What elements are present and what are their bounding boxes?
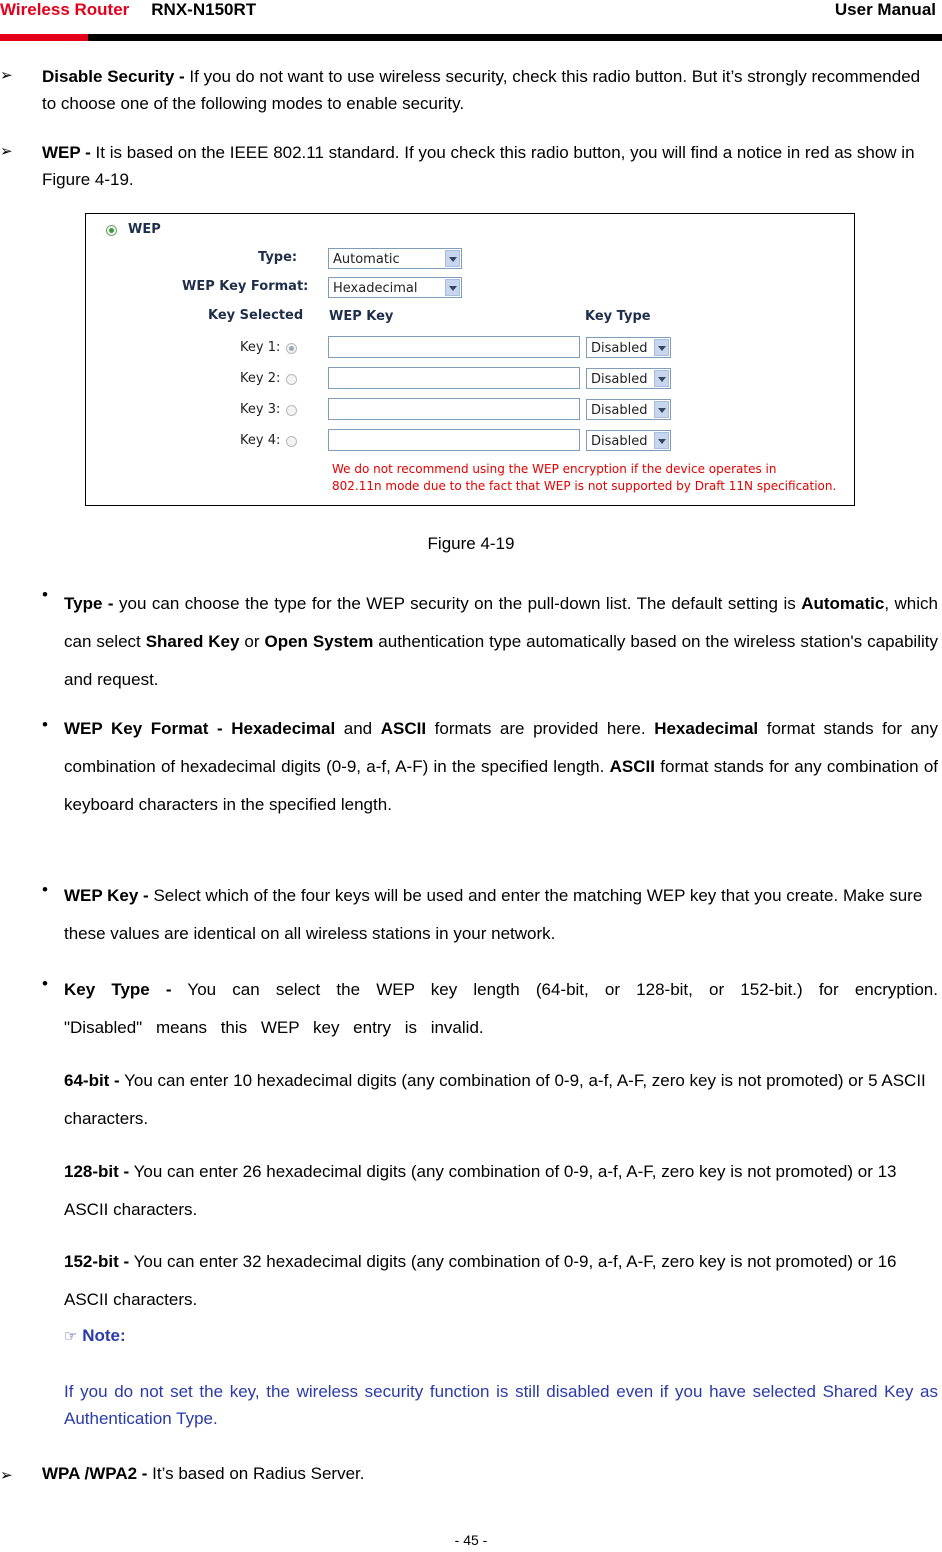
key-label: Key 1: — [240, 340, 281, 355]
col-wep-key: WEP Key — [329, 309, 394, 324]
section-wpa — [42, 1460, 938, 1487]
wep-warning-line-2: 802.11n mode due to the fact that WEP is not supported by Draft 11N specification. — [332, 479, 837, 493]
key-label: Key 2: — [240, 371, 281, 386]
header-rule — [0, 34, 942, 41]
bullet-wep-key — [64, 877, 940, 953]
arrow-bullet-icon: ➢ — [0, 143, 13, 160]
bullet-emphasis: Hexadecimal — [654, 719, 759, 738]
page-number: - 45 - — [454, 1532, 488, 1548]
arrow-bullet-icon: ➢ — [0, 67, 13, 84]
bullet-key-format — [64, 710, 938, 824]
bullet-text: format stands for any combination of hexadecimal digits (0-9, a-f, A-F) in the specified length. — [64, 719, 939, 776]
section-wep — [42, 139, 938, 193]
key-2-type-select[interactable] — [586, 368, 671, 389]
chevron-down-icon — [654, 401, 669, 418]
bullet-title: Key Type - — [64, 980, 172, 999]
key-type-value: Disabled — [591, 341, 648, 356]
page-header — [0, 0, 256, 20]
section-text: If you do not want to use wireless security, check this radio button. But it’s strongly recommended to choose one of the following modes to enable security. — [42, 67, 921, 113]
key-format-label: WEP Key Format: — [182, 279, 309, 294]
chevron-down-icon — [654, 432, 669, 449]
bullet-title: WEP Key Format - Hexadecimal — [64, 719, 336, 738]
key-1-radio[interactable] — [286, 343, 297, 354]
header-doc-title: User Manual — [834, 0, 936, 19]
figure-caption: Figure 4-19 — [427, 534, 515, 553]
bullet-key-type — [64, 971, 938, 1047]
col-key-selected: Key Selected — [208, 308, 304, 323]
wep-settings-figure — [85, 213, 855, 506]
length-text: You can enter 10 hexadecimal digits (any combination of 0-9, a-f, A-F, zero key is not promoted) or 5 ASCII characters. — [64, 1071, 926, 1128]
wep-mode-radio[interactable] — [106, 225, 117, 236]
key-2-input[interactable] — [328, 367, 580, 389]
length-152bit — [64, 1243, 940, 1319]
chevron-down-icon — [654, 339, 669, 356]
bullet-text: and — [335, 719, 381, 738]
key-4-type-select[interactable] — [586, 430, 671, 451]
header-model: RNX-N150RT — [151, 0, 257, 19]
bullet-text: You can select the WEP key length (64-bit, or 128-bit, or 152-bit.) for encryption. "Disabled" means this WEP key entry is invalid. — [64, 980, 938, 1037]
key-format-select-value: Hexadecimal — [333, 281, 418, 296]
bullet-icon: • — [42, 880, 48, 899]
bullet-text: or — [239, 632, 265, 651]
bullet-emphasis: Open System — [264, 632, 374, 651]
key-label: Key 3: — [240, 402, 281, 417]
length-text: You can enter 26 hexadecimal digits (any combination of 0-9, a-f, A-F, zero key is not promoted) or 13 ASCII characters. — [64, 1162, 897, 1219]
section-text: It’s based on Radius Server. — [147, 1464, 365, 1483]
bullet-text: authentication type automatically based on the wireless station's capability and request. — [64, 632, 938, 689]
key-format-select[interactable] — [328, 277, 462, 298]
bullet-icon: • — [42, 585, 48, 604]
length-64bit — [64, 1062, 940, 1138]
pointing-hand-icon: ☞ — [64, 1328, 78, 1345]
bullet-type — [64, 585, 938, 699]
bullet-text: formats are provided here. — [426, 719, 655, 738]
key-4-radio[interactable] — [286, 436, 297, 447]
bullet-title: WEP Key - — [64, 886, 149, 905]
type-label: Type: — [258, 250, 298, 265]
section-text: It is based on the IEEE 802.11 standard. If you check this radio button, you will find a notice in red as show in Figure 4-19. — [42, 143, 915, 189]
bullet-icon: • — [42, 974, 48, 993]
type-select[interactable] — [328, 248, 462, 269]
header-brand: Wireless Router — [0, 0, 130, 19]
chevron-down-icon — [445, 279, 460, 296]
note-title: Note: — [82, 1326, 126, 1345]
col-key-type: Key Type — [585, 309, 651, 324]
bullet-title: Type - — [64, 594, 114, 613]
key-3-radio[interactable] — [286, 405, 297, 416]
length-text: You can enter 32 hexadecimal digits (any combination of 0-9, a-f, A-F, zero key is not promoted) or 16 ASCII characters. — [64, 1252, 897, 1309]
bullet-text: you can choose the type for the WEP security on the pull-down list. The default setting is — [113, 594, 802, 613]
bullet-emphasis: Automatic — [801, 594, 885, 613]
key-4-input[interactable] — [328, 429, 580, 451]
bullet-emphasis: ASCII — [380, 719, 427, 738]
section-title: Disable Security - — [42, 67, 185, 86]
key-2-radio[interactable] — [286, 374, 297, 385]
note-text: If you do not set the key, the wireless security function is still disabled even if you have selected Shared Key as Authentication Type. — [64, 1382, 938, 1428]
header-rule-accent — [0, 34, 88, 41]
section-disable-security — [42, 63, 938, 117]
chevron-down-icon — [445, 250, 460, 267]
key-1-type-select[interactable] — [586, 337, 671, 358]
section-title: WEP - — [42, 143, 91, 162]
key-3-input[interactable] — [328, 398, 580, 420]
note-heading — [64, 1326, 126, 1346]
key-3-type-select[interactable] — [586, 399, 671, 420]
key-1-input[interactable] — [328, 336, 580, 358]
wep-warning-line-1: We do not recommend using the WEP encryption if the device operates in — [332, 462, 777, 476]
length-title: 64-bit - — [64, 1071, 120, 1090]
length-title: 128-bit - — [64, 1162, 130, 1181]
bullet-icon: • — [42, 715, 48, 734]
bullet-text: , which can select — [64, 594, 938, 651]
bullet-text: Select which of the four keys will be used and enter the matching WEP key that you create. Make sure these values are identical on all wireless stations in your network. — [64, 886, 923, 943]
chevron-down-icon — [654, 370, 669, 387]
key-type-value: Disabled — [591, 434, 648, 449]
wep-warning — [332, 461, 836, 495]
wep-mode-label: WEP — [128, 222, 161, 237]
key-label: Key 4: — [240, 433, 281, 448]
key-type-value: Disabled — [591, 403, 648, 418]
arrow-bullet-icon: ➢ — [0, 1467, 13, 1484]
type-select-value: Automatic — [333, 252, 400, 267]
length-128bit — [64, 1153, 940, 1229]
bullet-emphasis: ASCII — [609, 757, 655, 776]
section-title: WPA /WPA2 - — [42, 1464, 148, 1483]
bullet-emphasis: Shared Key — [145, 632, 240, 651]
key-type-value: Disabled — [591, 372, 648, 387]
bullet-text: format stands for any combination of keyboard characters in the specified length. — [64, 757, 938, 814]
length-title: 152-bit - — [64, 1252, 130, 1271]
